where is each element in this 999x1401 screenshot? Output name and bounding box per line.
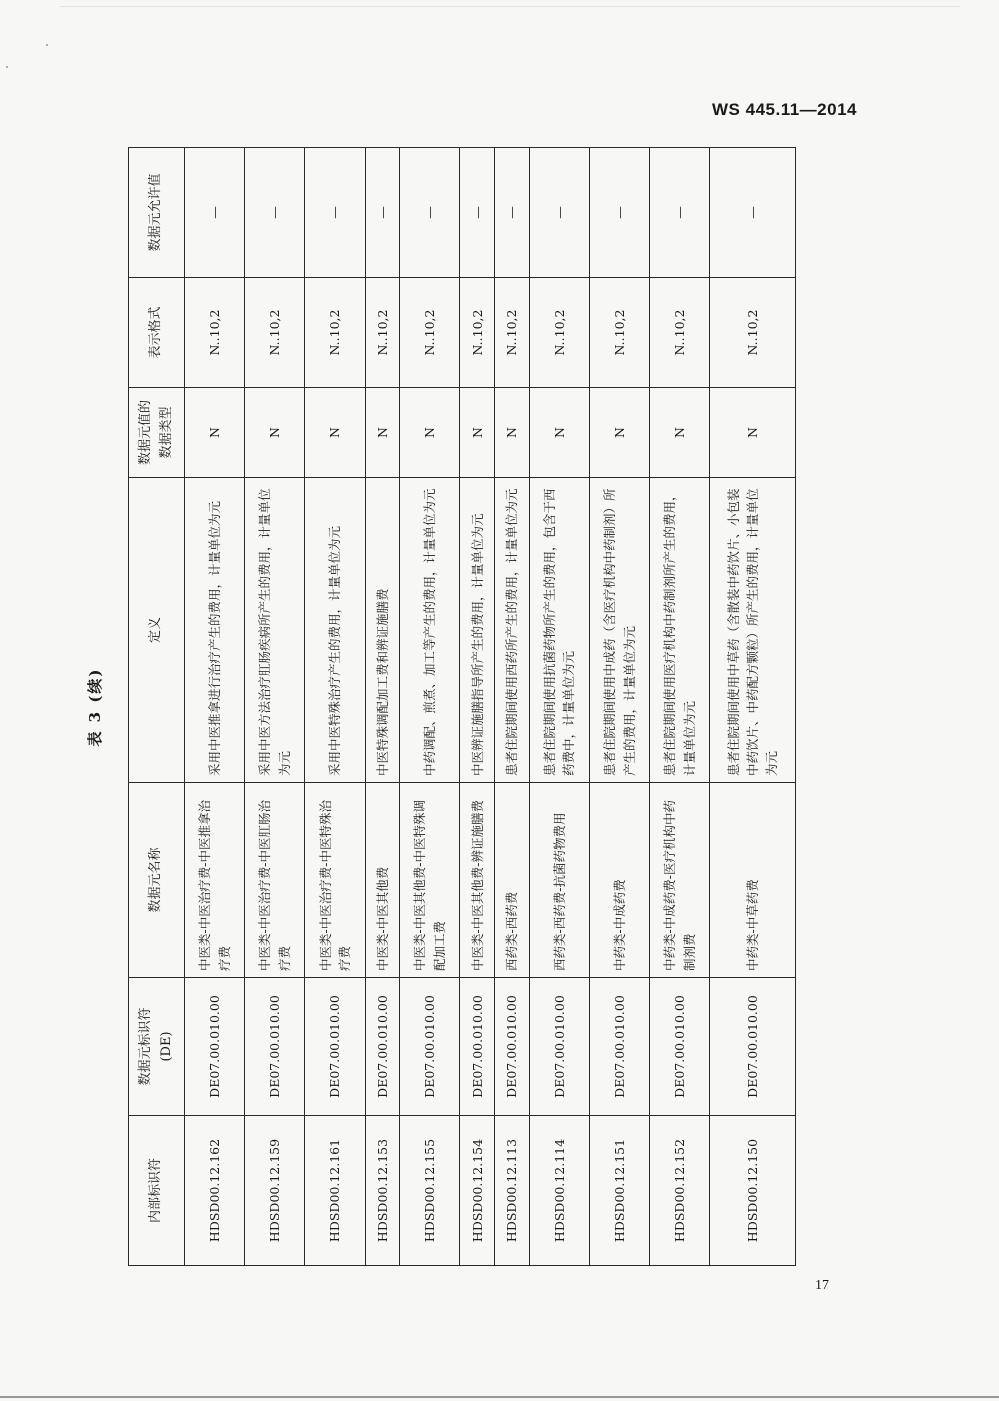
cell-internal-id: HDSD00.12.161: [305, 1116, 365, 1266]
table-row: [495, 148, 530, 1266]
cell-element-name: 中医类-中医治疗费-中医推拿治疗费: [185, 783, 245, 978]
cell-data-type: N: [650, 388, 710, 478]
column-header-definition: 定义: [129, 478, 185, 783]
rotated-table-block: [86, 148, 796, 1266]
cell-format: N..10,2: [245, 278, 305, 388]
cell-element-name: 西药类-西药费: [495, 783, 530, 978]
table-row: [589, 148, 649, 1266]
cell-de-id: DE07.00.010.00: [185, 978, 245, 1116]
cell-allowed-values: —: [185, 148, 245, 278]
cell-allowed-values: —: [460, 148, 495, 278]
cell-allowed-values: —: [589, 148, 649, 278]
standard-code: WS 445.11—2014: [712, 100, 857, 119]
cell-format: N..10,2: [185, 278, 245, 388]
cell-format: N..10,2: [365, 278, 400, 388]
column-header-internal-id: 内部标识符: [129, 1116, 185, 1266]
table-row: [245, 148, 305, 1266]
column-header-de-id: 数据元标识符 (DE): [129, 978, 185, 1116]
column-header-element-name: 数据元名称: [129, 783, 185, 978]
scan-speck: [46, 44, 48, 46]
cell-element-name: 中药类-中成药费-医疗机构中药制剂费: [650, 783, 710, 978]
data-element-table: [128, 147, 796, 1266]
cell-de-id: DE07.00.010.00: [529, 978, 589, 1116]
cell-data-type: N: [365, 388, 400, 478]
cell-format: N..10,2: [650, 278, 710, 388]
cell-internal-id: HDSD00.12.113: [495, 1116, 530, 1266]
cell-definition: 患者住院期间使用医疗机构中药制剂所产生的费用，计量单位为元: [650, 478, 710, 783]
table-row: [710, 148, 796, 1266]
cell-data-type: N: [400, 388, 460, 478]
cell-element-name: 中药类-中成药费: [589, 783, 649, 978]
cell-definition: 患者住院期间使用抗菌药物所产生的费用，包含于西药费中，计量单位为元: [529, 478, 589, 783]
cell-internal-id: HDSD00.12.151: [589, 1116, 649, 1266]
cell-format: N..10,2: [460, 278, 495, 388]
page-number: 17: [815, 1278, 829, 1293]
cell-format: N..10,2: [400, 278, 460, 388]
cell-element-name: 中医类-中医其他费-中医特殊调配加工费: [400, 783, 460, 978]
cell-format: N..10,2: [305, 278, 365, 388]
cell-allowed-values: —: [365, 148, 400, 278]
cell-data-type: N: [305, 388, 365, 478]
cell-de-id: DE07.00.010.00: [400, 978, 460, 1116]
cell-allowed-values: —: [650, 148, 710, 278]
cell-de-id: DE07.00.010.00: [245, 978, 305, 1116]
cell-de-id: DE07.00.010.00: [460, 978, 495, 1116]
cell-definition: 患者住院期间使用中成药（含医疗机构中药制剂）所产生的费用，计量单位为元: [589, 478, 649, 783]
cell-data-type: N: [589, 388, 649, 478]
cell-internal-id: HDSD00.12.162: [185, 1116, 245, 1266]
cell-definition: 采用中医方法治疗肛肠疾病所产生的费用，计量单位为元: [245, 478, 305, 783]
cell-format: N..10,2: [589, 278, 649, 388]
cell-element-name: 中药类-中草药费: [710, 783, 796, 978]
cell-internal-id: HDSD00.12.152: [650, 1116, 710, 1266]
cell-definition: 采用中医推拿进行治疗产生的费用，计量单位为元: [185, 478, 245, 783]
cell-data-type: N: [495, 388, 530, 478]
cell-de-id: DE07.00.010.00: [710, 978, 796, 1116]
table-row: [460, 148, 495, 1266]
cell-data-type: N: [529, 388, 589, 478]
scan-edge-top: [60, 6, 960, 7]
cell-de-id: DE07.00.010.00: [589, 978, 649, 1116]
scan-edge-bottom: [0, 1396, 999, 1398]
table-row: [529, 148, 589, 1266]
table-row: [400, 148, 460, 1266]
cell-allowed-values: —: [710, 148, 796, 278]
cell-definition: 中药调配、煎煮、加工等产生的费用，计量单位为元: [400, 478, 460, 783]
column-header-allowed-values: 数据元允许值: [129, 148, 185, 278]
cell-de-id: DE07.00.010.00: [365, 978, 400, 1116]
cell-format: N..10,2: [710, 278, 796, 388]
table-row: [305, 148, 365, 1266]
scan-speck: [6, 66, 8, 68]
cell-de-id: DE07.00.010.00: [650, 978, 710, 1116]
cell-element-name: 中医类-中医治疗费-中医肛肠治疗费: [245, 783, 305, 978]
cell-internal-id: HDSD00.12.114: [529, 1116, 589, 1266]
cell-definition: 患者住院期间使用中草药（含散装中药饮片、小包装中药饮片、中药配方颗粒）所产生的费用，计量单位为元: [710, 478, 796, 783]
cell-internal-id: HDSD00.12.159: [245, 1116, 305, 1266]
cell-format: N..10,2: [529, 278, 589, 388]
cell-format: N..10,2: [495, 278, 530, 388]
table-row: [365, 148, 400, 1266]
table-caption: 表 3 (续): [86, 667, 104, 747]
column-header-format: 表示格式: [129, 278, 185, 388]
cell-internal-id: HDSD00.12.154: [460, 1116, 495, 1266]
cell-de-id: DE07.00.010.00: [305, 978, 365, 1116]
cell-element-name: 中医类-中医其他费-辨证施膳费: [460, 783, 495, 978]
cell-internal-id: HDSD00.12.153: [365, 1116, 400, 1266]
cell-data-type: N: [710, 388, 796, 478]
cell-allowed-values: —: [529, 148, 589, 278]
cell-definition: 中医特殊调配加工费和辨证施膳费: [365, 478, 400, 783]
cell-element-name: 西药类-西药费-抗菌药物费用: [529, 783, 589, 978]
cell-internal-id: HDSD00.12.155: [400, 1116, 460, 1266]
cell-de-id: DE07.00.010.00: [495, 978, 530, 1116]
cell-element-name: 中医类-中医治疗费-中医特殊治疗费: [305, 783, 365, 978]
cell-definition: 中医辨证施膳指导所产生的费用，计量单位为元: [460, 478, 495, 783]
cell-data-type: N: [460, 388, 495, 478]
cell-data-type: N: [185, 388, 245, 478]
cell-allowed-values: —: [245, 148, 305, 278]
cell-definition: 采用中医特殊治疗产生的费用，计量单位为元: [305, 478, 365, 783]
cell-allowed-values: —: [305, 148, 365, 278]
cell-definition: 患者住院期间使用西药所产生的费用，计量单位为元: [495, 478, 530, 783]
cell-element-name: 中医类-中医其他费: [365, 783, 400, 978]
table-header-row: [129, 148, 185, 1266]
table-row: [185, 148, 245, 1266]
cell-allowed-values: —: [400, 148, 460, 278]
cell-data-type: N: [245, 388, 305, 478]
table-row: [650, 148, 710, 1266]
column-header-data-type: 数据元值的 数据类型: [129, 388, 185, 478]
cell-allowed-values: —: [495, 148, 530, 278]
cell-internal-id: HDSD00.12.150: [710, 1116, 796, 1266]
